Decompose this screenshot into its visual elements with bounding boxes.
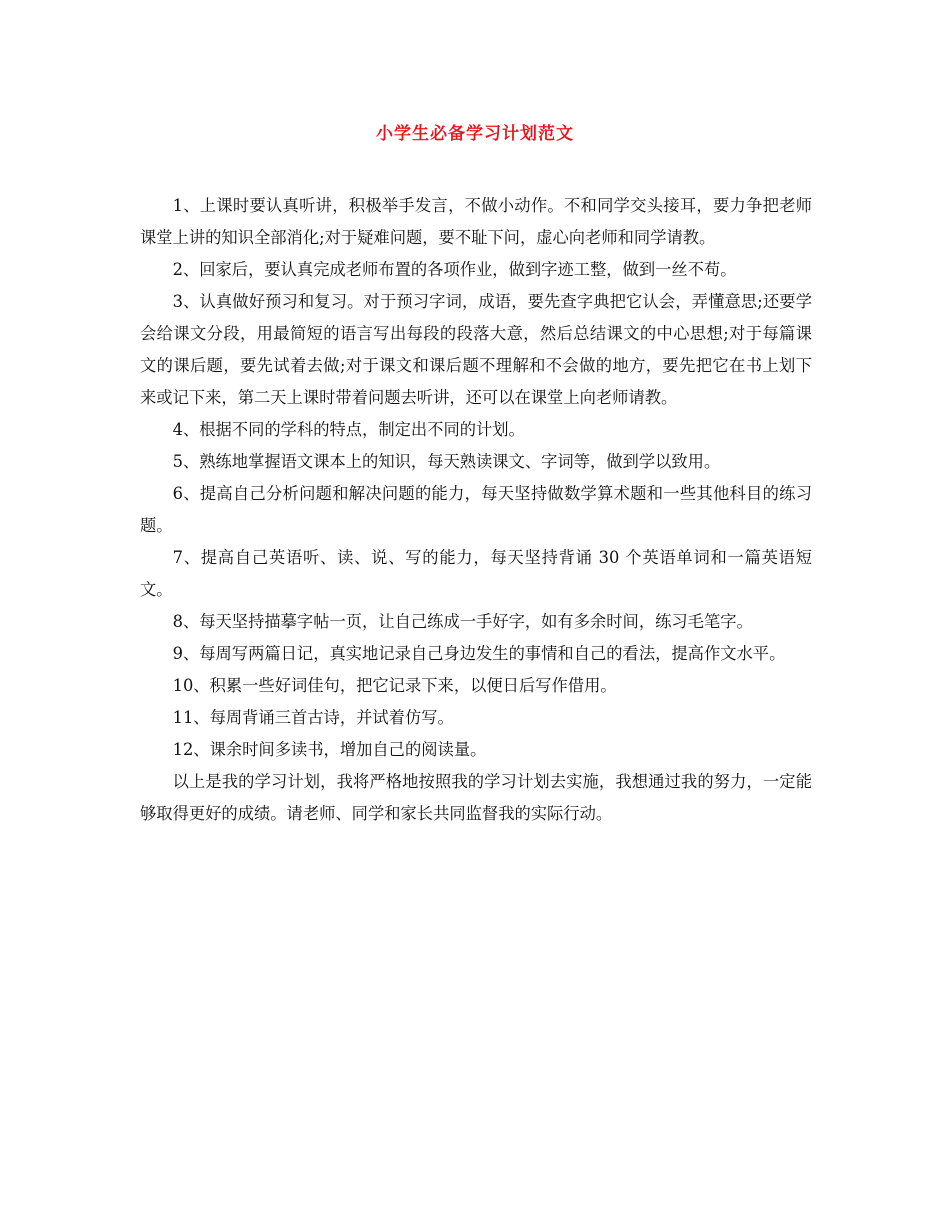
paragraph-3: 3、认真做好预习和复习。对于预习字词，成语，要先查字典把它认会，弄懂意思;还要学会给课文分段，用最简短的语言写出每段的段落大意，然后总结课文的中心思想;对于每篇课文的课后题，要先试着去做;对于课文和课后题不理解和不会做的地方，要先把它在书上划下来或记下来，第二天上课时带着问题去听讲，还可以在课堂上向老师请教。 bbox=[140, 292, 812, 407]
paragraph-12: 12、课余时间多读书，增加自己的阅读量。 bbox=[172, 740, 487, 759]
document-body bbox=[140, 190, 812, 830]
paragraph-6: 6、提高自己分析问题和解决问题的能力，每天坚持做数学算术题和一些其他科目的练习题。 bbox=[140, 484, 812, 535]
paragraph-conclusion: 以上是我的学习计划，我将严格地按照我的学习计划去实施，我想通过我的努力，一定能够取得更好的成绩。请老师、同学和家长共同监督我的实际行动。 bbox=[140, 772, 812, 823]
paragraph-4: 4、根据不同的学科的特点，制定出不同的计划。 bbox=[172, 420, 525, 439]
paragraph-7: 7、提高自己英语听、读、说、写的能力，每天坚持背诵 30 个英语单词和一篇英语短文。 bbox=[140, 548, 812, 599]
document-title: 小学生必备学习计划范文 bbox=[376, 124, 574, 144]
paragraph-9: 9、每周写两篇日记，真实地记录自己身边发生的事情和自己的看法，提高作文水平。 bbox=[172, 644, 786, 663]
paragraph-2: 2、回家后，要认真完成老师布置的各项作业，做到字迹工整，做到一丝不苟。 bbox=[172, 260, 737, 279]
paragraph-8: 8、每天坚持描摹字帖一页，让自己练成一手好字，如有多余时间，练习毛笔字。 bbox=[172, 612, 753, 631]
paragraph-1: 1、上课时要认真听讲，积极举手发言，不做小动作。不和同学交头接耳，要力争把老师课堂上讲的知识全部消化;对于疑难问题，要不耻下问，虚心向老师和同学请教。 bbox=[140, 196, 812, 247]
paragraph-11: 11、每周背诵三首古诗，并试着仿写。 bbox=[172, 708, 454, 727]
paragraph-5: 5、熟练地掌握语文课本上的知识，每天熟读课文、字词等，做到学以致用。 bbox=[172, 452, 721, 471]
paragraph-10: 10、积累一些好词佳句，把它记录下来，以便日后写作借用。 bbox=[172, 676, 617, 695]
